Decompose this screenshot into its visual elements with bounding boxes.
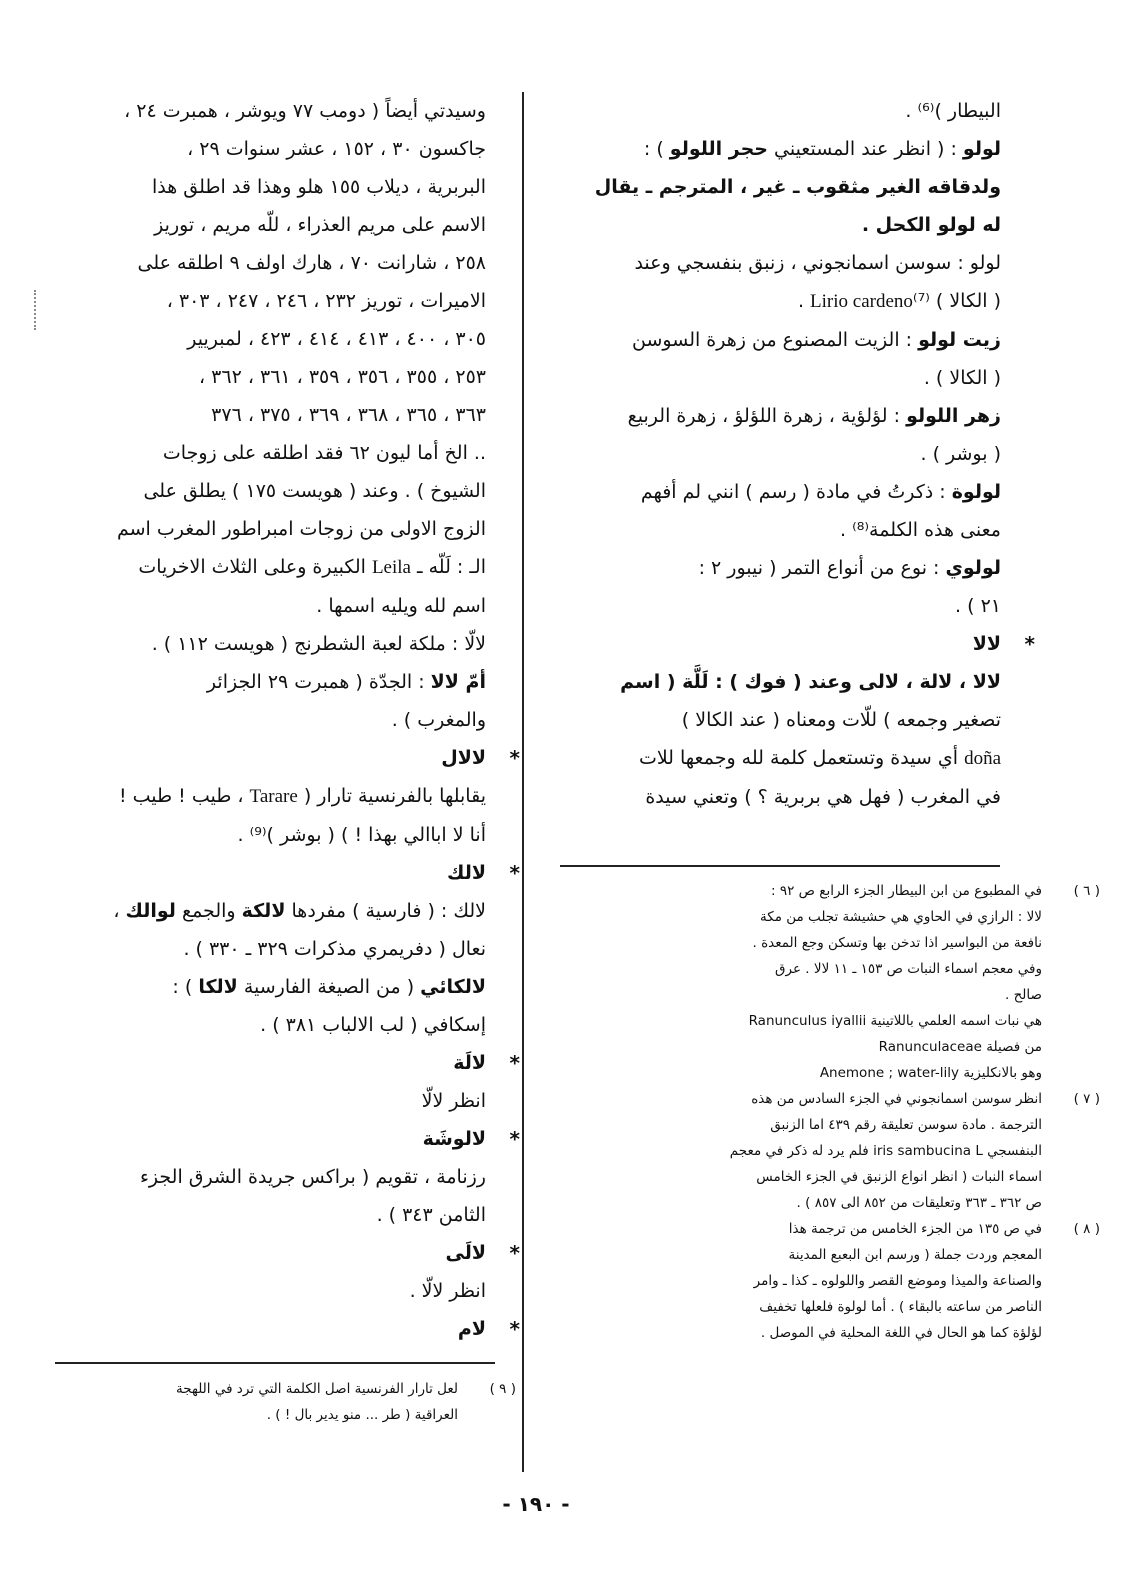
asterisk-icon: * <box>509 1317 520 1341</box>
footnote-line: من فصيلة Ranunculaceae <box>878 1039 1042 1055</box>
text-line: ( الكالا ) . <box>923 367 1001 389</box>
section-heading-lala2: * لالَة <box>70 1044 486 1082</box>
footnote-line: صالح . <box>1005 987 1042 1003</box>
footnotes-right <box>555 878 1100 1346</box>
text-line: في المغرب ( فهل هي بربرية ؟ ) وتعني سيدة <box>645 786 1001 808</box>
latin-term: Leila <box>371 557 411 578</box>
section-heading-lalak: * لالك <box>70 854 486 892</box>
asterisk-icon: * <box>1024 632 1035 656</box>
text-line: والمغرب ) . <box>391 709 486 731</box>
entry-text: : ذكرتُ في مادة ( رسم ) انني لم أفهم <box>640 481 952 503</box>
footnote-line: الترجمة . مادة سوسن تعليقة رقم ٤٣٩ اما الزنبق <box>770 1117 1042 1133</box>
text-line: لالا ، لالة ، لالى وعند ( فوك ) : لَلَّة ( اسم <box>620 671 1001 693</box>
footnote-line: نافعة من البواسير اذا تدخن بها وتسكن وجع المعدة . <box>752 935 1042 951</box>
footnote-line: لعل تارار الفرنسية اصل الكلمة التي ترد في اللهجة <box>176 1381 458 1397</box>
entry-text: ( الكالا ) <box>929 290 1001 312</box>
text-line: لولو : سوسن اسمانجوني ، زنبق بنفسجي وعند <box>634 252 1001 274</box>
text-line: الاسم على مريم العذراء ، للّه مريم ، توريز <box>154 214 486 236</box>
text-line: الزوج الاولى من زوجات امبراطور المغرب اسم <box>116 518 486 540</box>
entry-text: : ( انظر عند المستعيني <box>767 138 963 160</box>
headword: لالكائي <box>420 976 486 998</box>
latin-term: Tarare <box>249 786 298 807</box>
entry-text: ( من الصيغة الفارسية <box>237 976 421 998</box>
entry-louloua <box>555 473 1001 511</box>
text-line: معنى هذه الكلمة⁽⁸⁾ . <box>839 519 1001 541</box>
headword: زيت لولو <box>918 329 1001 351</box>
footnote-number: ( ٦ ) <box>1073 883 1100 899</box>
footnote-separator <box>560 865 1000 867</box>
asterisk-icon: * <box>509 1241 520 1265</box>
text-line: ( بوشر ) . <box>920 443 1001 465</box>
text-line: البربرية ، ديلاب ١٥٥ هلو وهذا قد اطلق هذا <box>151 176 486 198</box>
entry-lalakai <box>70 968 486 1006</box>
entry-text: ، طيب ! طيب ! <box>118 785 250 807</box>
text-line: الشيوخ ) . وعند ( هويست ١٧٥ ) يطلق على <box>143 480 486 502</box>
text-line: إسكافي ( لب الالباب ٣٨١ ) . <box>260 1014 486 1036</box>
text-line: له لولو الكحل . <box>861 214 1001 236</box>
headword: لالكة <box>241 900 286 922</box>
text-line: الاميرات ، توريز ٢٣٢ ، ٢٤٦ ، ٢٤٧ ، ٣٠٣ ، <box>166 290 486 312</box>
footnote-separator <box>55 1362 495 1364</box>
footnote-line: اسماء النبات ( انظر انواع الزنبق في الجزء الخامس <box>756 1169 1042 1185</box>
section-heading-lalal: * لالال <box>70 739 486 777</box>
footnote-line: العراقية ( طر ... منو يدير بال ! ) . <box>266 1407 458 1423</box>
footnote-line: في ص ١٣٥ من الجزء الخامس من ترجمة هذا <box>788 1221 1042 1237</box>
footnote-line: وفي معجم اسماء النبات ص ١٥٣ ـ ١١ لالا . عرق <box>775 961 1042 977</box>
text-line: ٢٥٨ ، شارانت ٧٠ ، هارك اولف ٩ اطلقه على <box>137 252 486 274</box>
entry-text: الـ : لَلّه ـ <box>410 556 486 578</box>
asterisk-icon: * <box>509 1127 520 1151</box>
latin-term: doña <box>964 748 1001 769</box>
footnote-line: ص ٣٦٢ ـ ٣٦٣ وتعليقات من ٨٥٢ الى ٨٥٧ ) . <box>796 1195 1042 1211</box>
text-line: البيطار )⁽⁶⁾ . <box>905 100 1001 122</box>
footnotes-left <box>60 1376 516 1428</box>
text-line: ٢١ ) . <box>955 595 1001 617</box>
text-line: رزنامة ، تقويم ( براكس جريدة الشرق الجزء <box>139 1166 486 1188</box>
asterisk-icon: * <box>509 746 520 770</box>
text-line: نعال ( دفريمري مذكرات ٣٢٩ ـ ٣٣٠ ) . <box>183 938 486 960</box>
text-line: انظر لالّا . <box>409 1280 486 1302</box>
text-line: ٣٦٣ ، ٣٦٥ ، ٣٦٨ ، ٣٦٩ ، ٣٧٥ ، ٣٧٦ <box>211 404 486 426</box>
text-line: ولدقاقه الغير مثقوب ـ غير ، المترجم ـ يقال <box>594 176 1001 198</box>
headword: لولو <box>962 138 1001 160</box>
footnote-line: البنفسجي iris sambucina L فلم يرد له ذكر في معجم <box>729 1143 1042 1159</box>
text-line: ٢٥٣ ، ٣٥٥ ، ٣٥٦ ، ٣٥٩ ، ٣٦١ ، ٣٦٢ ، <box>198 366 486 388</box>
entry-zeit-loulou <box>555 321 1001 359</box>
page-number: - ١٩٠ - <box>502 1492 570 1516</box>
headword: لوالك <box>125 900 176 922</box>
text-line: انظر لالّا <box>421 1090 486 1112</box>
headword: أمّ لالا <box>430 671 486 693</box>
text-line: أنا لا اباالي بهذا ! ) ( بوشر )⁽⁹⁾ . <box>237 824 486 846</box>
text-line: وسيدتي أيضاً ( دومب ٧٧ ويوشر ، همبرت ٢٤ ، <box>124 100 486 122</box>
entry-text: : الزيت المصنوع من زهرة السوسن <box>632 329 919 351</box>
footnote-line: وهو بالانكليزية Anemone ; water-lily <box>819 1065 1042 1081</box>
entry-text: أي سيدة وتستعمل كلمة لله وجمعها للات <box>638 747 965 769</box>
footnote-line: المعجم وردت جملة ( ورسم ابن البعبع المدينة <box>788 1247 1042 1263</box>
entry-zahr-alloulou <box>555 397 1001 435</box>
text-line: ٣٠٥ ، ٤٠٠ ، ٤١٣ ، ٤١٤ ، ٤٢٣ ، لمبريير <box>187 328 486 350</box>
footnote-number: ( ٨ ) <box>1073 1221 1100 1237</box>
left-column <box>70 92 520 1348</box>
entry-loulou <box>555 130 1001 168</box>
headword: لالكا <box>198 976 238 998</box>
footnote-7 <box>555 1086 1100 1216</box>
entry-text: ⁽⁷⁾ . <box>797 290 930 312</box>
entry-loulouwi <box>555 549 1001 587</box>
asterisk-icon: * <box>509 861 520 885</box>
entry-text: : الجدّة ( همبرت ٢٩ الجزائر <box>206 671 431 693</box>
text-line: تصغير وجمعه ) للّات ومعناه ( عند الكالا ) <box>681 709 1001 731</box>
text-line: الثامن ٣٤٣ ) . <box>376 1204 486 1226</box>
entry-text: والجمع <box>175 900 242 922</box>
section-heading-lala3: * لالَى <box>70 1234 486 1272</box>
text-line <box>555 282 1001 321</box>
scan-margin-mark <box>34 290 38 330</box>
footnote-9 <box>60 1376 516 1428</box>
headword: لولوي <box>945 557 1001 579</box>
headword: زهر اللولو <box>906 405 1001 427</box>
footnote-line: والصناعة والميذا وموضع القصر واللولوه ـ كذا ـ وامر <box>753 1273 1042 1289</box>
entry-text: ، <box>113 900 126 922</box>
entry-text: ) : <box>172 976 199 998</box>
footnote-6 <box>555 878 1100 1086</box>
text-line: لالّا : ملكة لعبة الشطرنج ( هويست ١١٢ ) . <box>151 633 486 655</box>
entry-text: : لؤلؤية ، زهرة اللؤلؤ ، زهرة الربيع <box>627 405 907 427</box>
text-line <box>70 892 486 930</box>
right-column <box>555 92 1035 816</box>
footnote-line: الناصر من ساعته بالبقاء ) . أما لولوة فلعلها تخفيف <box>759 1299 1042 1315</box>
text-line: .. الخ أما ليون ٦٢ فقد اطلقه على زوجات <box>162 442 486 464</box>
text-line <box>70 548 486 587</box>
footnote-line: لالا : الرازي في الحاوي هي حشيشة تجلب من مكة <box>760 909 1042 925</box>
cross-ref-term: حجر اللولو <box>669 138 768 160</box>
entry-text: : نوع من أنواع التمر ( نيبور ٢ : <box>698 557 946 579</box>
footnote-number: ( ٧ ) <box>1073 1091 1100 1107</box>
entry-text: ) : <box>643 138 670 160</box>
footnote-line: في المطبوع من ابن البيطار الجزء الرابع ص ٩٢ : <box>771 883 1042 899</box>
text-line: اسم لله ويليه اسمها . <box>316 595 486 617</box>
text-line <box>555 739 1001 778</box>
text-line <box>70 777 486 816</box>
entry-text: يقابلها بالفرنسية تارار ( <box>297 785 486 807</box>
entry-umm-lala <box>70 663 486 701</box>
section-heading-lam: * لام <box>70 1310 486 1348</box>
text-line: جاكسون ٣٠ ، ١٥٢ ، عشر سنوات ٢٩ ، <box>187 138 486 160</box>
headword: لولوة <box>951 481 1001 503</box>
footnote-line: هي نبات اسمه العلمي باللاتينية Ranunculus iyallii <box>748 1013 1042 1029</box>
footnote-number: ( ٩ ) <box>489 1381 516 1397</box>
footnote-line: انظر سوسن اسمانجوني في الجزء السادس من هذه <box>751 1091 1042 1107</box>
column-divider <box>522 92 524 1472</box>
asterisk-icon: * <box>509 1051 520 1075</box>
entry-text: لالك : ( فارسية ) مفردها <box>285 900 486 922</box>
entry-text: الكبيرة وعلى الثلاث الاخريات <box>138 556 372 578</box>
section-heading-lalousha: * لالوشَة <box>70 1120 486 1158</box>
latin-term: Lirio cardeno <box>810 291 913 312</box>
section-heading-lala: * لالا <box>555 625 1001 663</box>
footnote-line: لؤلؤة كما هو الحال في اللغة المحلية في الموصل . <box>760 1325 1042 1341</box>
footnote-8 <box>555 1216 1100 1346</box>
